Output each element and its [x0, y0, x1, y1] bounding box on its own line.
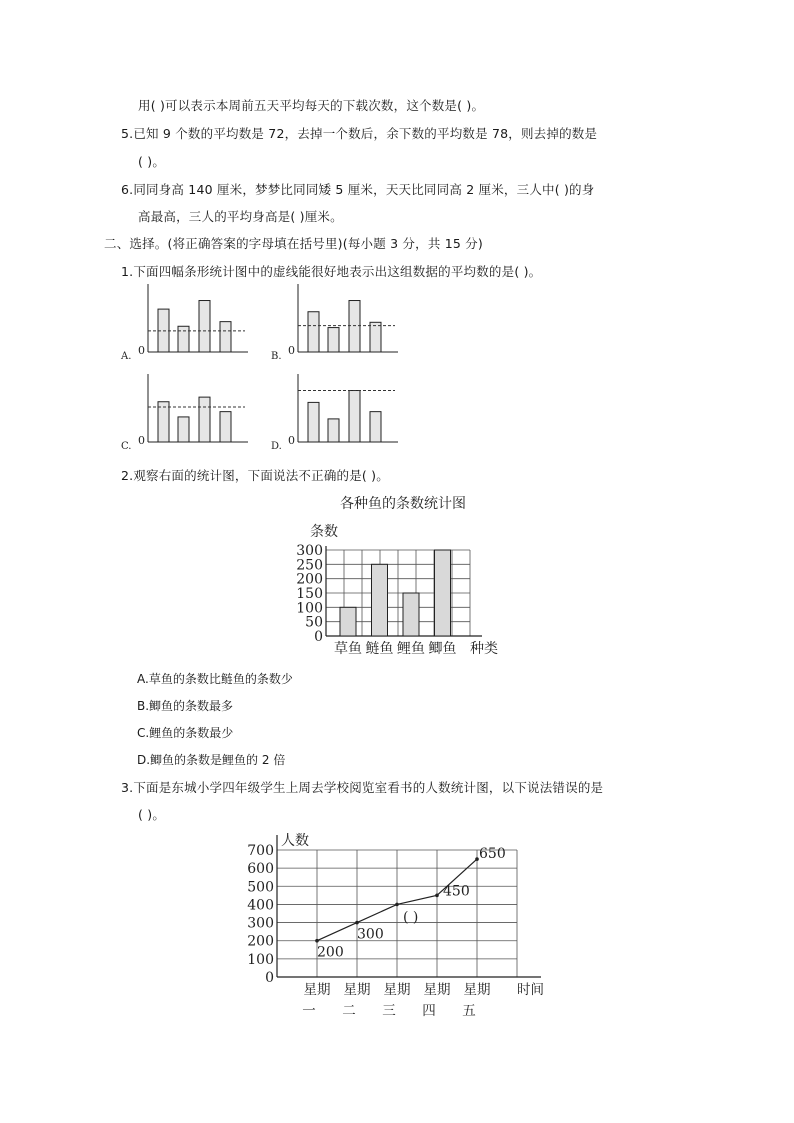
q6-line1: 6.同同身高 140 厘米，梦梦比同同矮 5 厘米，天天比同同高 2 厘米，三人中( )的身	[121, 182, 595, 197]
reading-line-chart	[0, 825, 794, 1025]
mini-bar	[308, 312, 319, 352]
y-axis-label: 人数	[281, 833, 309, 849]
x-tick-label: 鲤鱼	[397, 641, 425, 657]
q1-charts	[0, 280, 794, 450]
q3-line1: 3.下面是东城小学四年级学生上周去学校阅览室看书的人数统计图，以下说法错误的是	[121, 780, 604, 795]
mini-bar	[328, 419, 339, 442]
mini-bar	[199, 397, 210, 442]
fish-bar-chart	[0, 488, 794, 668]
point-label: 450	[443, 883, 470, 900]
mini-chart-b	[271, 284, 398, 362]
x-tick-label-top: 星期	[383, 982, 411, 998]
y-tick-label: 300	[247, 915, 274, 932]
y-tick-label: 300	[296, 543, 323, 559]
q5-line1: 5.已知 9 个数的平均数是 72，去掉一个数后，余下数的平均数是 78，则去掉的数是	[121, 126, 598, 141]
x-tick-label-bottom: 四	[422, 1003, 436, 1019]
x-tick-label-bottom: 五	[462, 1003, 476, 1019]
x-tick-label: 鲢鱼	[365, 641, 394, 657]
option-letter: C.	[121, 441, 132, 450]
x-tick-label-bottom: 三	[382, 1003, 396, 1019]
data-point	[395, 903, 399, 907]
y-tick-label: 500	[247, 879, 274, 896]
point-label: 200	[317, 944, 344, 961]
q1-text: 1.下面四幅条形统计图中的虚线能很好地表示出这组数据的平均数的是( )。	[121, 264, 542, 279]
point-label: 300	[357, 926, 384, 943]
y-tick-label: 50	[305, 614, 323, 631]
x-tick-label-top: 星期	[423, 982, 451, 998]
q2-option-b: B.鲫鱼的条数最多	[137, 699, 234, 713]
mini-bar	[158, 402, 169, 442]
x-tick-label-top: 星期	[343, 982, 371, 998]
mini-bar	[308, 402, 319, 442]
mini-bar	[349, 301, 360, 352]
chart-title: 各种鱼的条数统计图	[340, 496, 466, 512]
section-heading: 二、选择。(将正确答案的字母填在括号里)(每小题 3 分，共 15 分)	[104, 236, 483, 251]
y-tick-label: 0	[265, 970, 274, 986]
mini-bar	[349, 391, 360, 442]
data-point	[435, 894, 439, 898]
q3-line2: ( )。	[138, 807, 166, 822]
y-tick-label: 100	[296, 600, 323, 617]
point-label: ( )	[403, 909, 419, 926]
mini-chart-c	[121, 374, 248, 450]
x-tick-label-bottom: 二	[342, 1003, 356, 1019]
mini-zero-label: 0	[138, 434, 145, 447]
bar-鲫鱼	[435, 550, 451, 636]
option-letter: D.	[271, 441, 282, 450]
mini-bar	[199, 301, 210, 352]
q2-text: 2.观察右面的统计图，下面说法不正确的是( )。	[121, 468, 389, 483]
y-tick-label: 0	[314, 629, 323, 645]
y-tick-label: 150	[296, 586, 323, 602]
mini-bar	[370, 412, 381, 442]
bar-鲢鱼	[372, 564, 388, 636]
y-axis-label: 条数	[310, 524, 338, 540]
q4-continuation: 用( )可以表示本周前五天平均每天的下载次数，这个数是( )。	[138, 98, 485, 113]
data-point	[315, 939, 319, 943]
q2-option-d: D.鲫鱼的条数是鲤鱼的 2 倍	[137, 753, 286, 767]
y-tick-label: 400	[247, 897, 274, 914]
y-tick-label: 200	[296, 571, 323, 588]
x-tick-label-top: 星期	[463, 982, 491, 998]
mini-bar	[220, 412, 231, 442]
y-tick-label: 200	[247, 933, 274, 950]
y-tick-label: 600	[247, 861, 274, 878]
mini-bar	[370, 322, 381, 352]
q6-line2: 高最高，三人的平均身高是( )厘米。	[138, 209, 343, 224]
mini-zero-label: 0	[288, 344, 295, 357]
mini-zero-label: 0	[288, 434, 295, 447]
x-tick-label-top: 星期	[303, 982, 331, 998]
option-letter: A.	[121, 351, 132, 362]
y-tick-label: 100	[247, 951, 274, 968]
x-tick-label: 鲫鱼	[428, 641, 457, 657]
mini-chart-d	[271, 374, 398, 450]
q5-line2: ( )。	[138, 154, 166, 169]
option-letter: B.	[271, 351, 282, 362]
mini-zero-label: 0	[138, 344, 145, 357]
x-tick-label-bottom: 一	[302, 1003, 316, 1019]
q2-option-a: A.草鱼的条数比鲢鱼的条数少	[137, 672, 293, 686]
mini-bar	[220, 322, 231, 352]
bar-鲤鱼	[403, 593, 419, 636]
y-tick-label: 250	[296, 557, 323, 574]
point-label: 650	[479, 846, 506, 863]
y-tick-label: 700	[247, 843, 274, 859]
q2-option-c: C.鲤鱼的条数最少	[137, 726, 234, 740]
x-tick-label: 草鱼	[334, 641, 362, 657]
data-point	[355, 921, 359, 925]
mini-bar	[178, 326, 189, 352]
x-axis-label: 种类	[470, 641, 498, 657]
mini-chart-a	[120, 284, 248, 362]
x-axis-label: 时间	[517, 982, 544, 998]
mini-bar	[178, 417, 189, 442]
mini-bar	[328, 328, 339, 352]
bar-草鱼	[340, 607, 356, 636]
